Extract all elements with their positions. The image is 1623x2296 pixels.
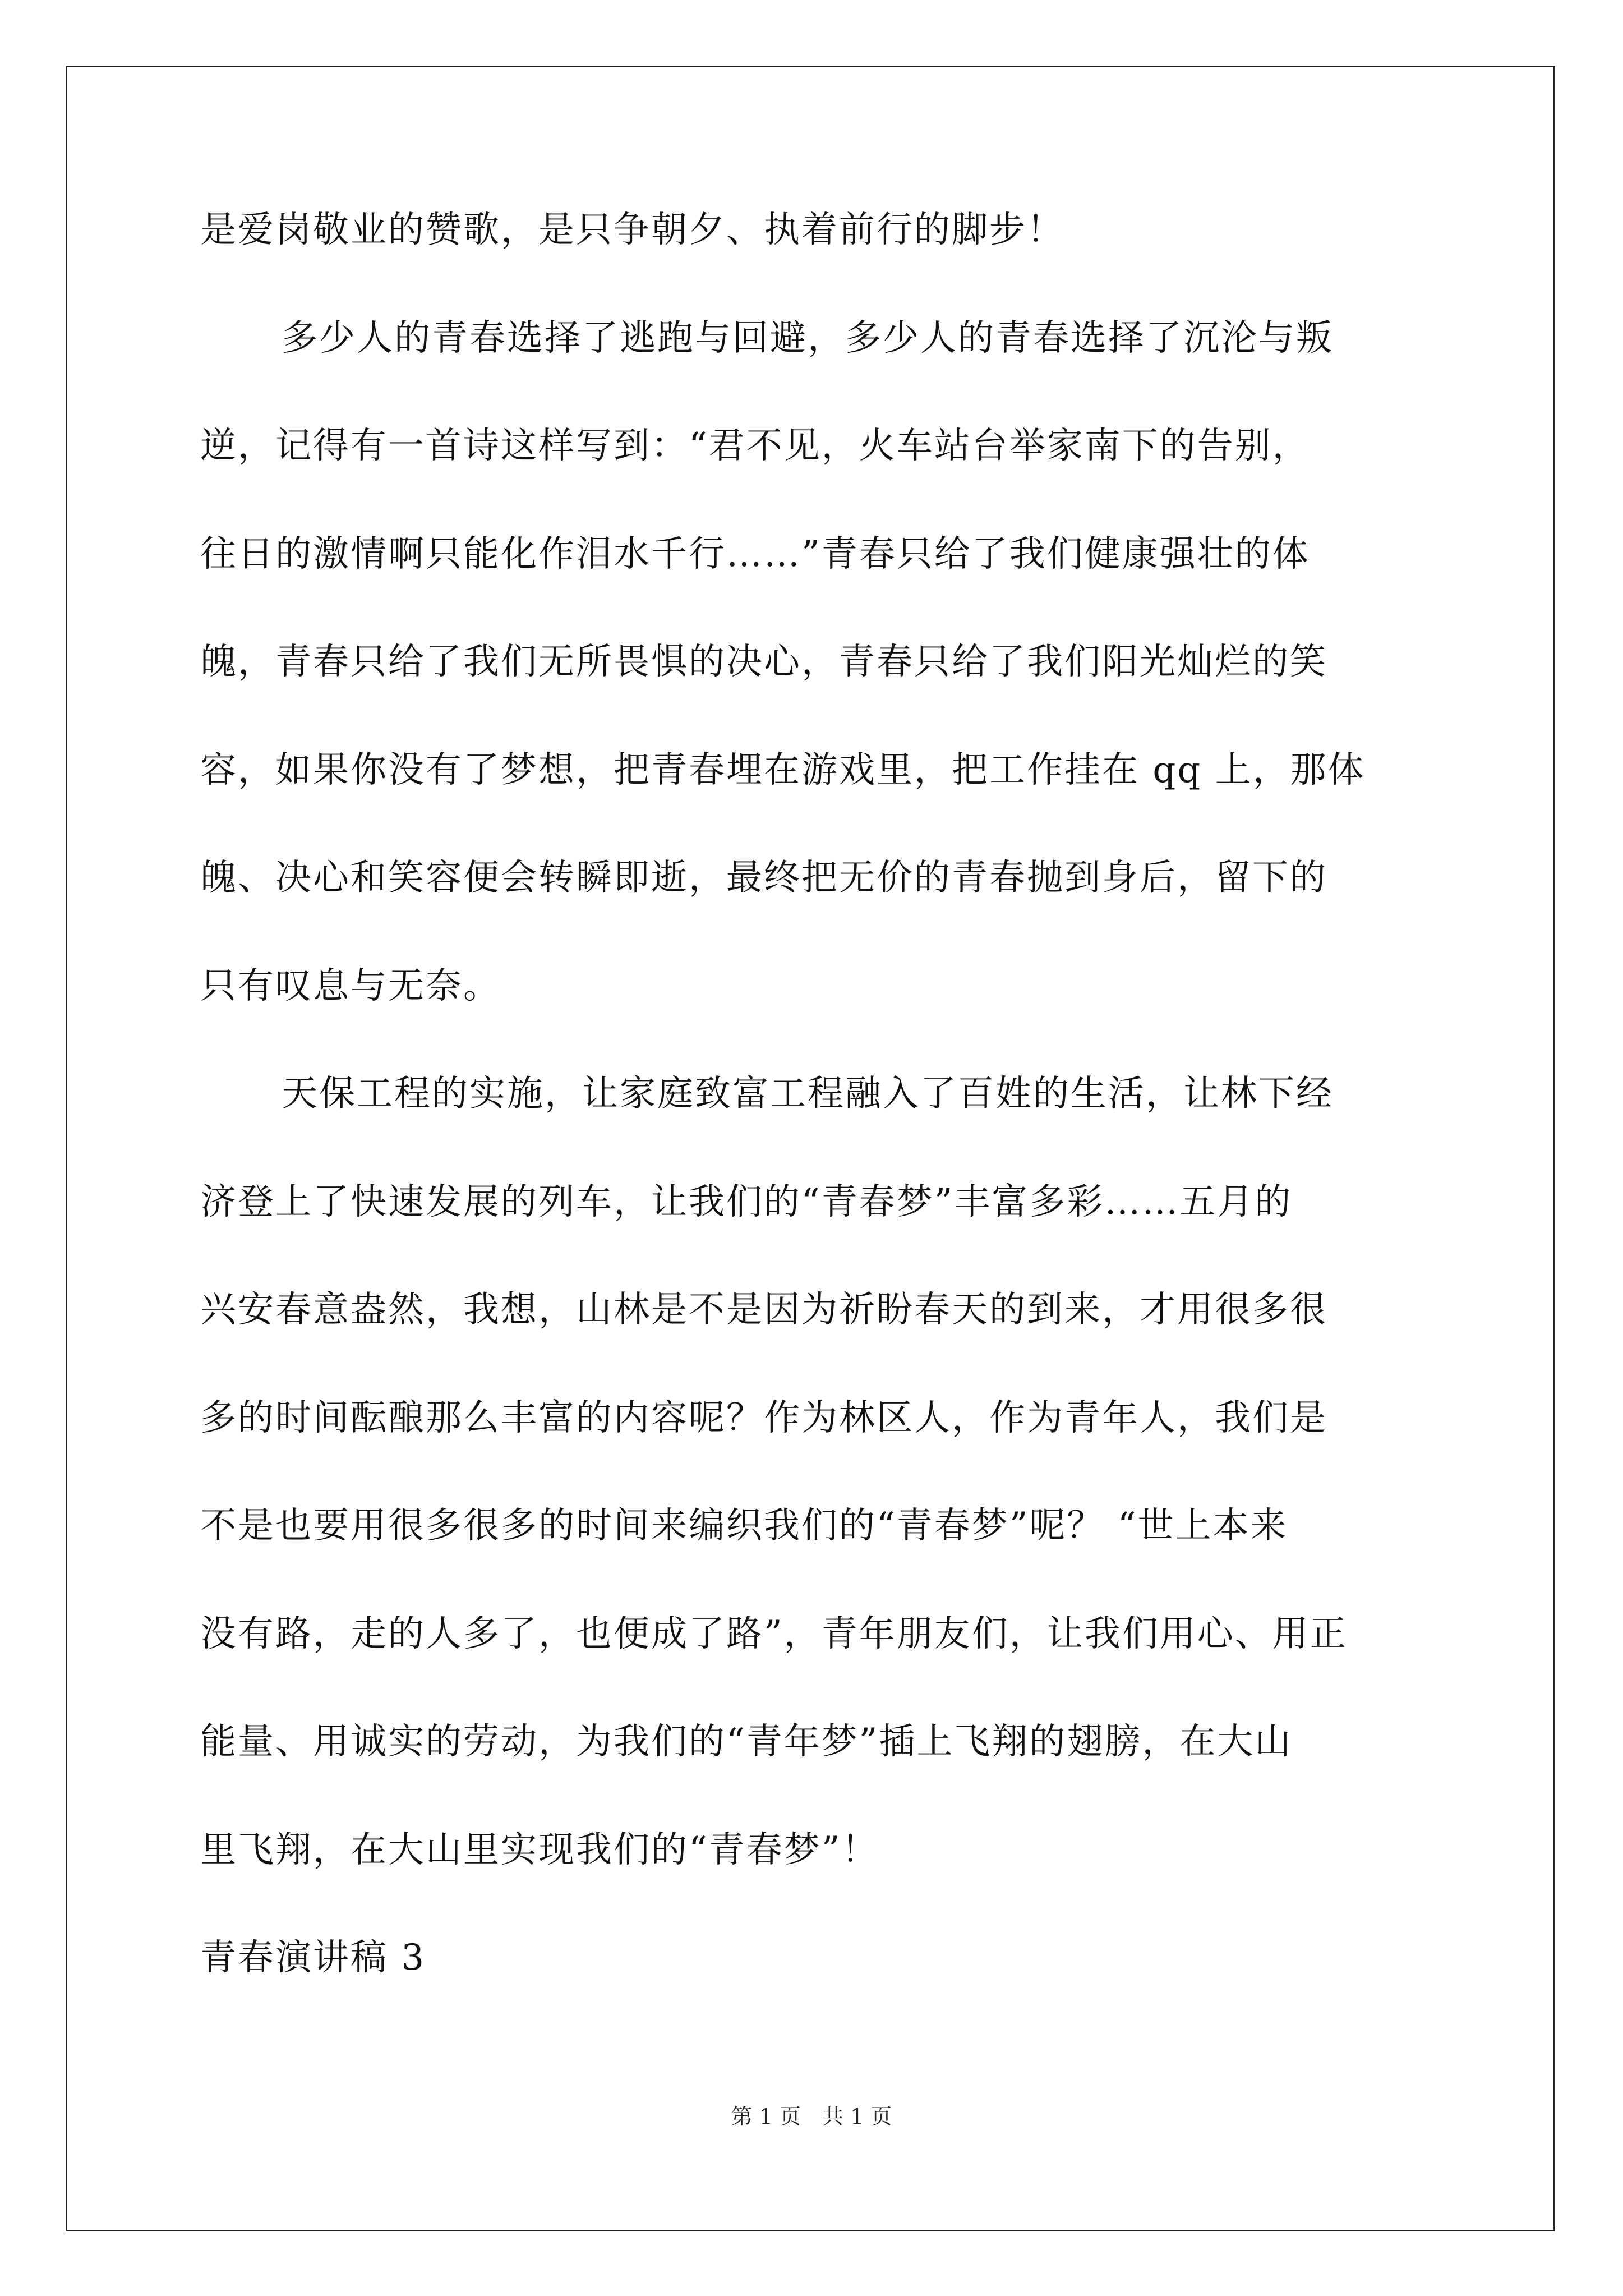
- text-line: 容，如果你没有了梦想，把青春埋在游戏里，把工作挂在 qq 上，那体: [200, 749, 1366, 791]
- text-line: 没有路，走的人多了，也便成了路”，青年朋友们，让我们用心、用正: [200, 1613, 1348, 1655]
- text-line: 逆，记得有一首诗这样写到：“君不见，火车站台举家南下的告别，: [200, 425, 1310, 467]
- text-line: 多的时间酝酿那么丰富的内容呢？作为林区人，作为青年人，我们是: [200, 1397, 1327, 1439]
- text-line: 是爱岗敬业的赞歌，是只争朝夕、执着前行的脚步！: [200, 209, 1064, 251]
- page-number-footer: 第 1 页 共 1 页: [731, 2104, 892, 2129]
- text-line: 多少人的青春选择了逃跑与回避，多少人的青春选择了沉沦与叛: [282, 318, 1334, 359]
- text-line: 往日的激情啊只能化作泪水千行……”青春只给了我们健康强壮的体: [200, 533, 1310, 575]
- section-heading: 青春演讲稿 3: [200, 1937, 426, 1978]
- text-line: 不是也要用很多很多的时间来编织我们的“青春梦”呢？ “世上本来: [200, 1505, 1288, 1547]
- text-line: 济登上了快速发展的列车，让我们的“青春梦”丰富多彩……五月的: [200, 1181, 1293, 1223]
- text-line: 能量、用诚实的劳动，为我们的“青年梦”插上飞翔的翅膀，在大山: [200, 1721, 1293, 1763]
- text-line: 魄、决心和笑容便会转瞬即逝，最终把无价的青春抛到身后，留下的: [200, 857, 1327, 899]
- text-line: 只有叹息与无奈。: [200, 965, 501, 1007]
- text-line: 魄，青春只给了我们无所畏惧的决心，青春只给了我们阳光灿烂的笑: [200, 641, 1327, 683]
- page-border: [66, 66, 1555, 2231]
- text-line: 天保工程的实施，让家庭致富工程融入了百姓的生活，让林下经: [282, 1073, 1334, 1115]
- text-line: 里飞翔，在大山里实现我们的“青春梦”！: [200, 1829, 879, 1871]
- text-line: 兴安春意盎然，我想，山林是不是因为祈盼春天的到来，才用很多很: [200, 1289, 1327, 1331]
